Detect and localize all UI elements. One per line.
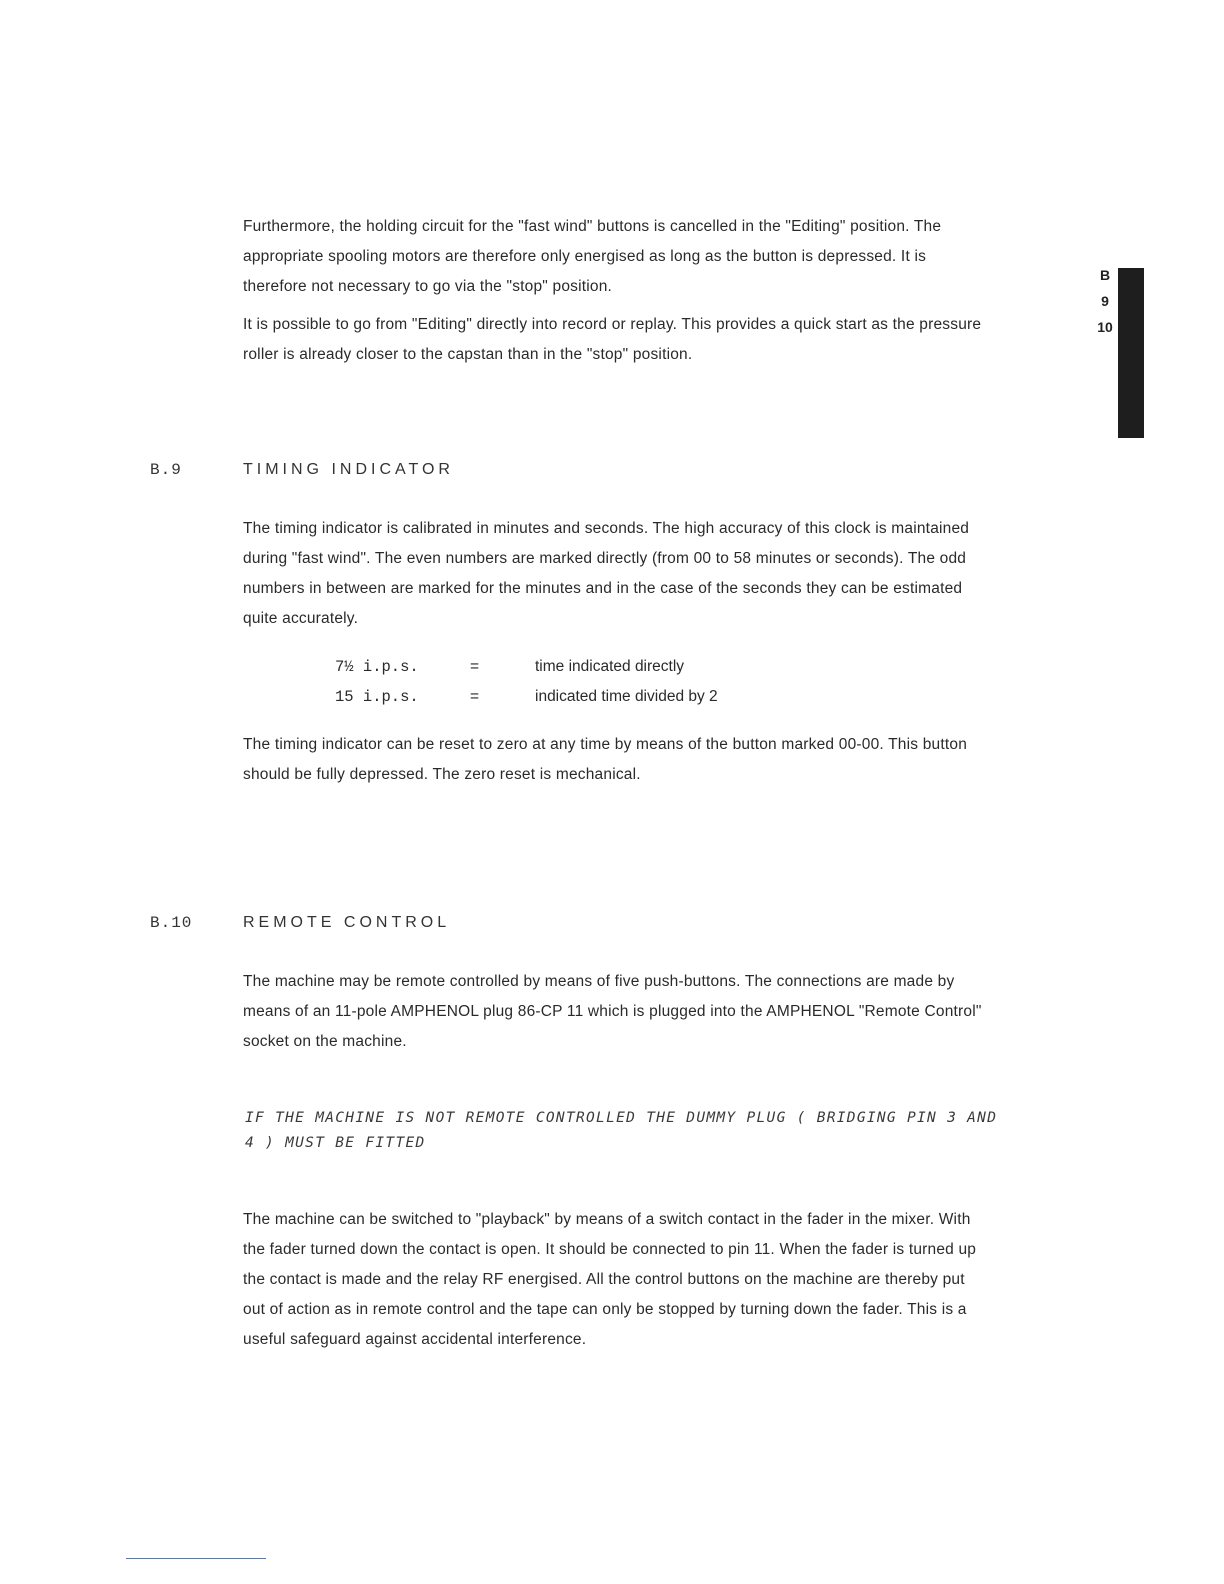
dummy-plug-warning: IF THE MACHINE IS NOT REMOTE CONTROLLED THE DUMMY PLUG ( BRIDGING PIN 3 AND 4 ) MUST BE FITTED xyxy=(245,1110,998,1151)
timing-indicator-paragraph-1: The timing indicator is calibrated in minutes and seconds. The high accuracy of this clock is maintained during "fast wind". The even numbers are marked directly (from 00 to 58 minutes or seconds). The odd numbers in between are marked for the minutes and in the case of the seconds they can be estimated quite accurately. xyxy=(243,520,970,627)
speed-row xyxy=(335,682,718,712)
speed-meaning: indicated time divided by 2 xyxy=(535,688,718,705)
intro-paragraph-1: Furthermore, the holding circuit for the "fast wind" buttons is cancelled in the "Editing" position. The appropriate spooling motors are therefore only energised as long as the button is depressed. It is therefore not necessary to go via the "stop" position. xyxy=(243,218,942,295)
speed-meaning: time indicated directly xyxy=(535,658,685,675)
footnote-rule xyxy=(126,1558,266,1559)
side-tab-label-section: B xyxy=(1099,267,1111,283)
remote-control-paragraph-1: The machine may be remote controlled by means of five push-buttons. The connections are made by means of an 11-pole AMPHENOL plug 86-CP 11 which is plugged into the AMPHENOL "Remote Control" socket on the machine. xyxy=(243,973,982,1050)
timing-indicator-paragraph-2: The timing indicator can be reset to zero at any time by means of the button marked 00-00. This button should be fully depressed. The zero reset is mechanical. xyxy=(243,736,968,783)
section-number-b9: B.9 xyxy=(150,461,182,479)
side-tab-label-9: 9 xyxy=(1101,293,1109,309)
intro-paragraph-2: It is possible to go from "Editing" directly into record or replay. This provides a quick start as the pressure roller is already closer to the capstan than in the "stop" position. xyxy=(243,316,982,363)
section-title-timing-indicator: TIMING INDICATOR xyxy=(243,461,454,478)
remote-control-paragraph-2: The machine can be switched to "playback" by means of a switch contact in the fader in the mixer. With the fader turned down the contact is open. It should be connected to pin 11. When the fader is turned up the contact is made and the relay RF energised. All the control buttons on the machine are thereby put out of action as in remote control and the tape can only be stopped by turning down the fader. This is a useful safeguard against accidental interference. xyxy=(243,1211,977,1348)
side-tab-label-10: 10 xyxy=(1097,319,1113,335)
equals-sign: = xyxy=(470,658,480,675)
speed-value: 7½ i.p.s. xyxy=(335,658,419,676)
speed-row xyxy=(335,652,718,682)
section-number-b10: B.10 xyxy=(150,914,193,932)
equals-sign: = xyxy=(470,688,480,705)
speed-table xyxy=(335,652,718,712)
section-title-remote-control: REMOTE CONTROL xyxy=(243,914,451,931)
speed-value: 15 i.p.s. xyxy=(335,688,419,706)
side-tab-labels xyxy=(1093,262,1117,340)
side-tab-marker xyxy=(1118,268,1144,438)
